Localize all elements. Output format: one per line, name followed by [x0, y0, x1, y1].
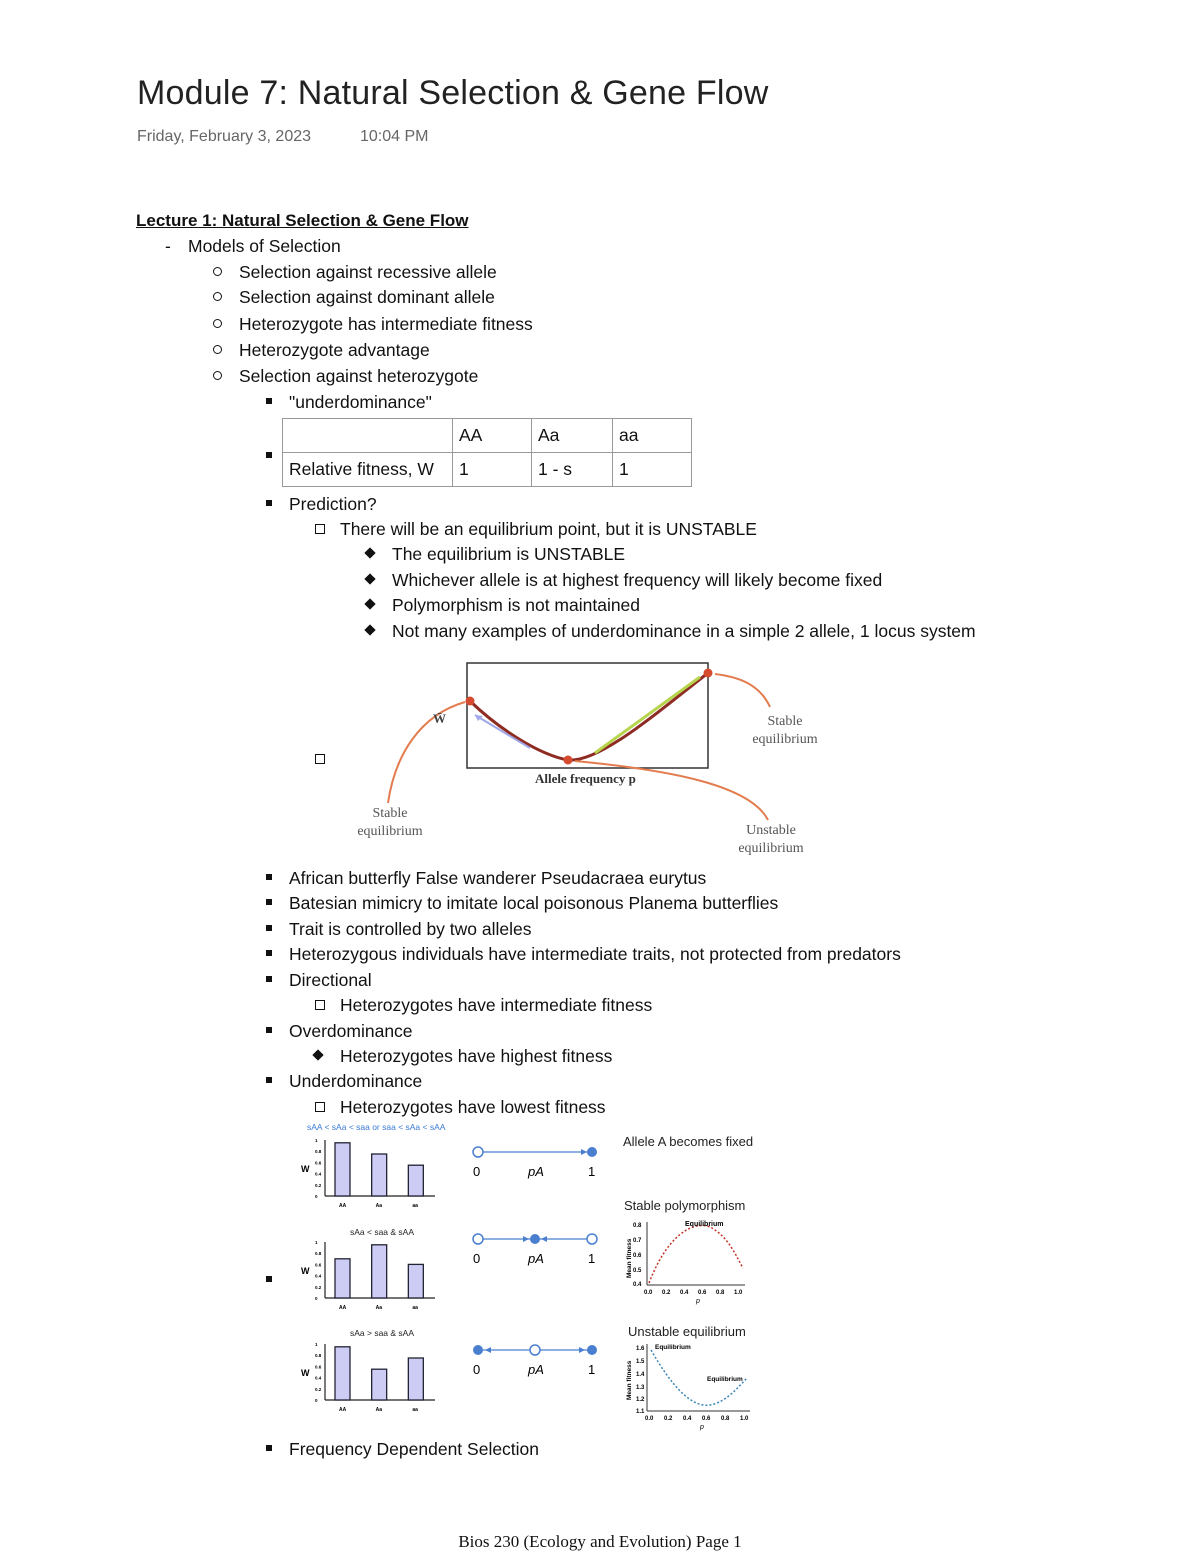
bar-ytick: 0.4	[315, 1273, 322, 1279]
row2-condition: sAa < saa & sAA	[350, 1227, 415, 1237]
row1-result: Allele A becomes fixed	[623, 1134, 754, 1149]
unstable-eq-label: Unstable	[746, 823, 796, 838]
fitness-bar	[408, 1264, 423, 1298]
bar-ytick: 0	[315, 1398, 318, 1403]
bar-ytick: 0.6	[315, 1364, 322, 1370]
stable-eq-right-label: equilibrium	[752, 732, 818, 747]
underdominance-label: "underdominance"	[289, 392, 432, 412]
curve-xtick: 0.2	[664, 1416, 673, 1422]
bullet-item: Batesian mimicry to imitate local poisonous Planema butterflies	[289, 893, 779, 913]
row1-panel	[301, 1122, 753, 1209]
axis-label-p: pA	[528, 1251, 544, 1266]
axis-label-0: 0	[473, 1362, 481, 1377]
curve-y-label: Mean fitness	[626, 1238, 633, 1278]
bar-y-label: W	[301, 1266, 310, 1276]
curve-ytick: 1.3	[636, 1385, 645, 1391]
bullet-item: Heterozygous individuals have intermediate traits, not protected from predators	[289, 944, 901, 964]
fitness-table	[282, 418, 692, 487]
bar-category-label: AA	[339, 1305, 347, 1311]
curve-ytick: 1.6	[636, 1346, 645, 1352]
square-bullet-icon	[266, 452, 272, 458]
bar-category-label: aa	[412, 1407, 418, 1413]
underdominance2-sub: Heterozygotes have lowest fitness	[340, 1097, 606, 1117]
curve-ytick: 1.4	[636, 1372, 645, 1378]
curve-xtick: 1.0	[734, 1290, 743, 1296]
underdominance2-label: Underdominance	[289, 1071, 423, 1091]
curve-xtick: 0.0	[644, 1290, 653, 1296]
curve-xtick: 0.6	[698, 1290, 707, 1296]
unstable-curve-panel	[626, 1344, 750, 1431]
annotation-arrow	[715, 674, 770, 707]
curve-ytick: 1.2	[636, 1397, 645, 1403]
model-item: Heterozygote advantage	[239, 340, 430, 360]
axis-label-p: pA	[528, 1164, 544, 1179]
square-bullet-icon	[266, 976, 272, 982]
square-bullet-icon	[266, 899, 272, 905]
table-cell: Aa	[532, 419, 613, 453]
last-bullet: Frequency Dependent Selection	[289, 1439, 540, 1459]
row3-result: Unstable equilibrium	[628, 1324, 746, 1339]
prediction-label: Prediction?	[289, 494, 377, 514]
fitness-bar	[372, 1245, 387, 1298]
model-item: Selection against heterozygote	[239, 366, 479, 386]
diamond-bullet-icon	[364, 547, 375, 558]
bar-ytick: 1	[315, 1138, 318, 1143]
axis-label-1: 1	[588, 1251, 596, 1266]
plot-frame	[467, 663, 708, 768]
bar-category-label: Aa	[375, 1305, 383, 1311]
bullet-item: Trait is controlled by two alleles	[289, 919, 532, 939]
stable-curve-panel	[626, 1221, 745, 1305]
prediction-point: Whichever allele is at highest frequency will likely become fixed	[392, 570, 883, 590]
equilibrium-point	[704, 669, 713, 678]
bar-ytick: 0.6	[315, 1262, 322, 1268]
bullet-item: African butterfly False wanderer Pseudacraea eurytus	[289, 868, 707, 888]
table-cell: Relative fitness, W	[283, 453, 453, 487]
axis-label-p: pA	[528, 1362, 544, 1377]
curve-xtick: 0.4	[683, 1416, 692, 1422]
curve-ytick: 0.6	[633, 1253, 642, 1259]
bar-ytick: 0.2	[315, 1182, 322, 1188]
row2-result: Stable polymorphism	[624, 1198, 746, 1213]
bar-ytick: 0.6	[315, 1160, 322, 1166]
open-equilibrium-icon	[473, 1234, 483, 1244]
curve-xtick: 0.0	[645, 1416, 654, 1422]
arrowhead-icon	[579, 1347, 585, 1353]
open-square-bullet-icon	[315, 524, 325, 534]
filled-equilibrium-icon	[587, 1147, 597, 1157]
row3-condition: sAa > saa & sAA	[350, 1328, 415, 1338]
curve-ytick: 1.5	[636, 1359, 645, 1365]
table-cell: aa	[613, 419, 692, 453]
page-footer: Bios 230 (Ecology and Evolution) Page 1	[458, 1532, 742, 1551]
stable-curve	[649, 1225, 743, 1283]
filled-equilibrium-icon	[530, 1234, 540, 1244]
arrowhead-icon	[581, 1149, 587, 1155]
square-bullet-icon	[266, 500, 272, 506]
page-time: 10:04 PM	[360, 128, 429, 145]
curve-equilibrium-right: Equilibrium	[707, 1376, 743, 1383]
table-cell: 1 - s	[532, 453, 613, 487]
prediction-sub: There will be an equilibrium point, but it is UNSTABLE	[340, 519, 757, 539]
stable-eq-left-label: equilibrium	[357, 824, 423, 839]
x-axis-label: Allele frequency p	[535, 771, 636, 786]
axis-label-0: 0	[473, 1164, 481, 1179]
fitness-bar	[335, 1143, 350, 1196]
square-bullet-icon	[266, 1077, 272, 1083]
bar-y-label: W	[301, 1368, 310, 1378]
bar-ytick: 0.2	[315, 1386, 322, 1392]
dash-bullet: -	[165, 236, 171, 256]
arrowhead-icon	[523, 1236, 529, 1242]
square-bullet-icon	[266, 1027, 272, 1033]
open-square-bullet-icon	[315, 1000, 325, 1010]
curve-equilibrium-left: Equilibrium	[655, 1344, 691, 1351]
open-equilibrium-icon	[473, 1147, 483, 1157]
directional-sub: Heterozygotes have intermediate fitness	[340, 995, 653, 1015]
overdominance-sub: Heterozygotes have highest fitness	[340, 1046, 613, 1066]
axis-label-1: 1	[588, 1164, 596, 1179]
equilibrium-point	[466, 697, 475, 706]
axis-label-1: 1	[588, 1362, 596, 1377]
curve-xtick: 0.8	[721, 1416, 730, 1422]
stable-eq-left-label: Stable	[372, 806, 408, 821]
open-square-bullet-icon	[315, 1102, 325, 1112]
table-cell: 1	[613, 453, 692, 487]
axis-label-0: 0	[473, 1251, 481, 1266]
arrowhead-icon	[485, 1347, 491, 1353]
bar-category-label: Aa	[375, 1407, 383, 1413]
bar-ytick: 1	[315, 1240, 318, 1245]
arrowhead-icon	[541, 1236, 547, 1242]
bar-category-label: aa	[412, 1203, 418, 1209]
filled-equilibrium-icon	[587, 1345, 597, 1355]
table-cell	[283, 419, 453, 453]
fitness-landscape-figure	[340, 655, 840, 860]
curve-xtick: 1.0	[740, 1416, 749, 1422]
lecture-heading: Lecture 1: Natural Selection & Gene Flow	[136, 211, 469, 230]
bar-category-label: Aa	[375, 1203, 383, 1209]
fitness-bar	[408, 1358, 423, 1400]
diamond-bullet-icon	[364, 573, 375, 584]
arrow-left-descent	[475, 715, 530, 748]
diamond-bullet-icon	[364, 624, 375, 635]
circle-bullet-icon	[213, 267, 222, 276]
bar-category-label: aa	[412, 1305, 418, 1311]
model-item: Heterozygote has intermediate fitness	[239, 314, 533, 334]
curve-xtick: 0.8	[716, 1290, 725, 1296]
diamond-bullet-icon	[312, 1049, 323, 1060]
bar-y-label: W	[301, 1164, 310, 1174]
table-row	[283, 419, 692, 453]
models-label: Models of Selection	[188, 236, 341, 256]
curve-xtick: 0.2	[662, 1290, 671, 1296]
row2-panel	[301, 1198, 745, 1311]
circle-bullet-icon	[213, 371, 222, 380]
circle-bullet-icon	[213, 319, 222, 328]
overdominance-label: Overdominance	[289, 1021, 413, 1041]
model-item: Selection against recessive allele	[239, 262, 497, 282]
unstable-eq-label: equilibrium	[738, 841, 804, 856]
curve-x-label: p	[700, 1424, 704, 1431]
square-bullet-icon	[266, 1276, 272, 1282]
bar-ytick: 0	[315, 1194, 318, 1199]
prediction-point: Polymorphism is not maintained	[392, 595, 641, 615]
fitness-bar	[408, 1165, 423, 1196]
fitness-bar	[372, 1154, 387, 1196]
fitness-bar	[372, 1369, 387, 1400]
bar-ytick: 0.2	[315, 1284, 322, 1290]
row1-condition: sAA < sAa < saa or saa < sAa < sAA	[307, 1122, 446, 1132]
equilibrium-point	[564, 756, 573, 765]
annotation-arrow	[388, 702, 465, 803]
curve-y-label: Mean fitness	[626, 1360, 633, 1400]
fitness-bar	[335, 1259, 350, 1298]
bar-ytick: 0	[315, 1296, 318, 1301]
bar-ytick: 0.8	[315, 1353, 322, 1359]
circle-bullet-icon	[213, 292, 222, 301]
table-cell: AA	[453, 419, 532, 453]
curve-x-label: p	[696, 1298, 700, 1305]
table-row	[283, 453, 692, 487]
open-equilibrium-icon	[530, 1345, 540, 1355]
bar-ytick: 0.4	[315, 1375, 322, 1381]
open-square-bullet-icon	[315, 754, 325, 764]
curve-ytick: 0.8	[633, 1223, 642, 1229]
curve-ytick: 0.7	[633, 1238, 642, 1244]
prediction-point: Not many examples of underdominance in a simple 2 allele, 1 locus system	[392, 621, 976, 641]
row3-panel	[301, 1324, 750, 1431]
square-bullet-icon	[266, 925, 272, 931]
bar-ytick: 0.8	[315, 1149, 322, 1155]
bar-ytick: 0.4	[315, 1171, 322, 1177]
curve-xtick: 0.4	[680, 1290, 689, 1296]
model-item: Selection against dominant allele	[239, 287, 495, 307]
selection-models-figure	[295, 1118, 775, 1436]
square-bullet-icon	[266, 1445, 272, 1451]
bar-category-label: AA	[339, 1203, 347, 1209]
fitness-bar	[335, 1347, 350, 1400]
page-date: Friday, February 3, 2023	[137, 128, 312, 145]
bar-category-label: AA	[339, 1407, 347, 1413]
stable-eq-right-label: Stable	[767, 714, 803, 729]
curve-ytick: 0.5	[633, 1268, 642, 1274]
circle-bullet-icon	[213, 345, 222, 354]
filled-equilibrium-icon	[473, 1345, 483, 1355]
square-bullet-icon	[266, 950, 272, 956]
curve-equilibrium-label: Equilibrium	[685, 1221, 724, 1228]
arrow-right-ascent	[595, 677, 700, 753]
square-bullet-icon	[266, 398, 272, 404]
open-equilibrium-icon	[587, 1234, 597, 1244]
bullet-item: Directional	[289, 970, 372, 990]
bar-ytick: 0.8	[315, 1251, 322, 1257]
curve-ytick: 0.4	[633, 1282, 642, 1288]
y-axis-label: W̄	[433, 711, 446, 726]
page-title: Module 7: Natural Selection & Gene Flow	[137, 74, 769, 112]
curve-xtick: 0.6	[702, 1416, 711, 1422]
curve-ytick: 1.1	[636, 1409, 645, 1415]
annotation-arrow	[575, 761, 768, 820]
table-cell: 1	[453, 453, 532, 487]
mean-fitness-curve	[470, 673, 708, 760]
diamond-bullet-icon	[364, 598, 375, 609]
bar-ytick: 1	[315, 1342, 318, 1347]
square-bullet-icon	[266, 874, 272, 880]
prediction-point: The equilibrium is UNSTABLE	[392, 544, 626, 564]
